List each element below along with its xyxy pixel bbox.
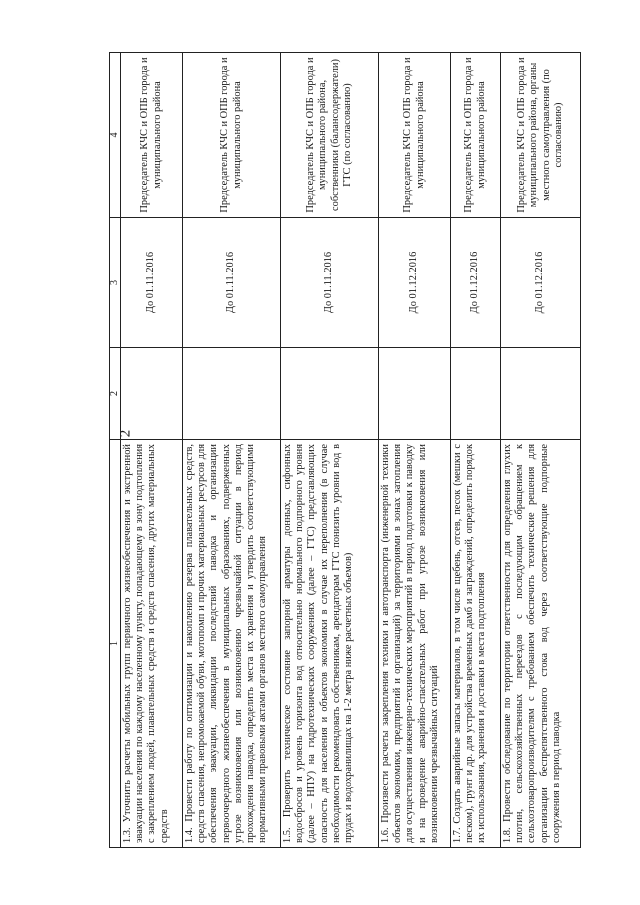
responsible: Председатель КЧС и ОПБ города и муниципального района, собственники (балансодержатели) ГТС (по согласованию) — [281, 53, 379, 218]
header-col-1: 1 — [110, 440, 121, 848]
table-row — [501, 53, 581, 848]
deadline: До 01.11.2016 — [183, 218, 281, 348]
table-row — [121, 53, 183, 848]
header-col-4: 4 — [110, 53, 121, 218]
measure-text: 1.7. Создать аварийные запасы материалов, в том числе щебень, отсев, песок (мешки с песком), грунт и др. для устройства временных дамб и заграждений, определить порядок их использования, хранения и доставки в места подтопления — [451, 440, 501, 848]
measure-text: 1.4. Провести работу по оптимизации и накоплению резерва плавательных средств, средств спасения, непромокаемой обуви, мотопомп и прочих материальных ресурсов для обеспечения эвакуации, ликвидации последствий паводка и организации первоочередного жизнеобеспечения в муниципальных образованиях, подверженных угрозе возникновения или возникновению чрезвычайной ситуации в период прохождения паводка, определить места их хранения и утвердить соответствующими нормативными правовыми актами органов местного самоуправления — [183, 440, 281, 848]
measure-text: 1.5. Проверить техническое состояние запорной арматуры донных, сифонных водосбросов и уровень горизонта вод относительно нормального подпорного уровня (далее – НПУ) на гидротехнических сооружениях (далее – ГТС) представляющих опасность для населения и объектов экономики в случае их переполнения (в случае необходимости рекомендовать собственникам, арендаторам ГТС понизить уровни вод в прудах и водохранилищах на 1-2 метра ниже расчетных объемов) — [281, 440, 379, 848]
deadline: До 01.11.2016 — [121, 218, 183, 348]
table-row — [379, 53, 451, 848]
table-row — [281, 53, 379, 848]
responsible: Председатель КЧС и ОПБ города и муниципального района — [121, 53, 183, 218]
responsible: Председатель КЧС и ОПБ города и муниципального района — [379, 53, 451, 218]
header-col-2: 2 — [110, 348, 121, 440]
measure-text: 1.6. Произвести расчеты закрепления техники и автотранспорта (инженерной техники объектов экономики, предприятий и организаций) за территориями в зонах затопления для осуществления инженерно-технических мероприятий в период подготовки к паводку и на проведение аварийно-спасательных работ при угрозе возникновения или возникновении чрезвычайных ситуаций — [379, 440, 451, 848]
empty-cell — [501, 348, 581, 440]
deadline: До 01.12.2016 — [379, 218, 451, 348]
empty-cell — [379, 348, 451, 440]
empty-cell — [451, 348, 501, 440]
deadline: До 01.11.2016 — [281, 218, 379, 348]
measure-text: 1.8. Провести обследование по территории ответственности для определения глухих плотин, сельскохозяйственных переездов с последующим обращением к сельхозтоваропроизводителям с требованием обеспечить технические решения для организации беспрепятственного стока вод через соответствующие подпорные сооружения в период паводка — [501, 440, 581, 848]
page-number: 2 — [117, 429, 134, 438]
table-row — [451, 53, 501, 848]
deadline: До 01.12.2016 — [501, 218, 581, 348]
measures-table — [109, 52, 581, 848]
rotated-table-wrapper — [109, 53, 579, 848]
measure-text: 1.3. Уточнить расчеты мобильных групп первичного жизнеобеспечения и экстренной эвакуации населения по каждому населенному пункту, попадающему в зону подтопления с закреплением людей, плавательных средств и средств спасения, других материальных средств — [121, 440, 183, 848]
empty-cell — [281, 348, 379, 440]
deadline: До 01.12.2016 — [451, 218, 501, 348]
responsible: Председатель КЧС и ОПБ города и муниципального района — [183, 53, 281, 218]
empty-cell — [121, 348, 183, 440]
table-row — [183, 53, 281, 848]
responsible: Председатель КЧС и ОПБ города и муниципального района, органы местного самоуправления (по согласованию) — [501, 53, 581, 218]
responsible: Председатель КЧС и ОПБ города и муниципального района — [451, 53, 501, 218]
empty-cell — [183, 348, 281, 440]
header-row — [110, 53, 121, 848]
header-col-3: 3 — [110, 218, 121, 348]
